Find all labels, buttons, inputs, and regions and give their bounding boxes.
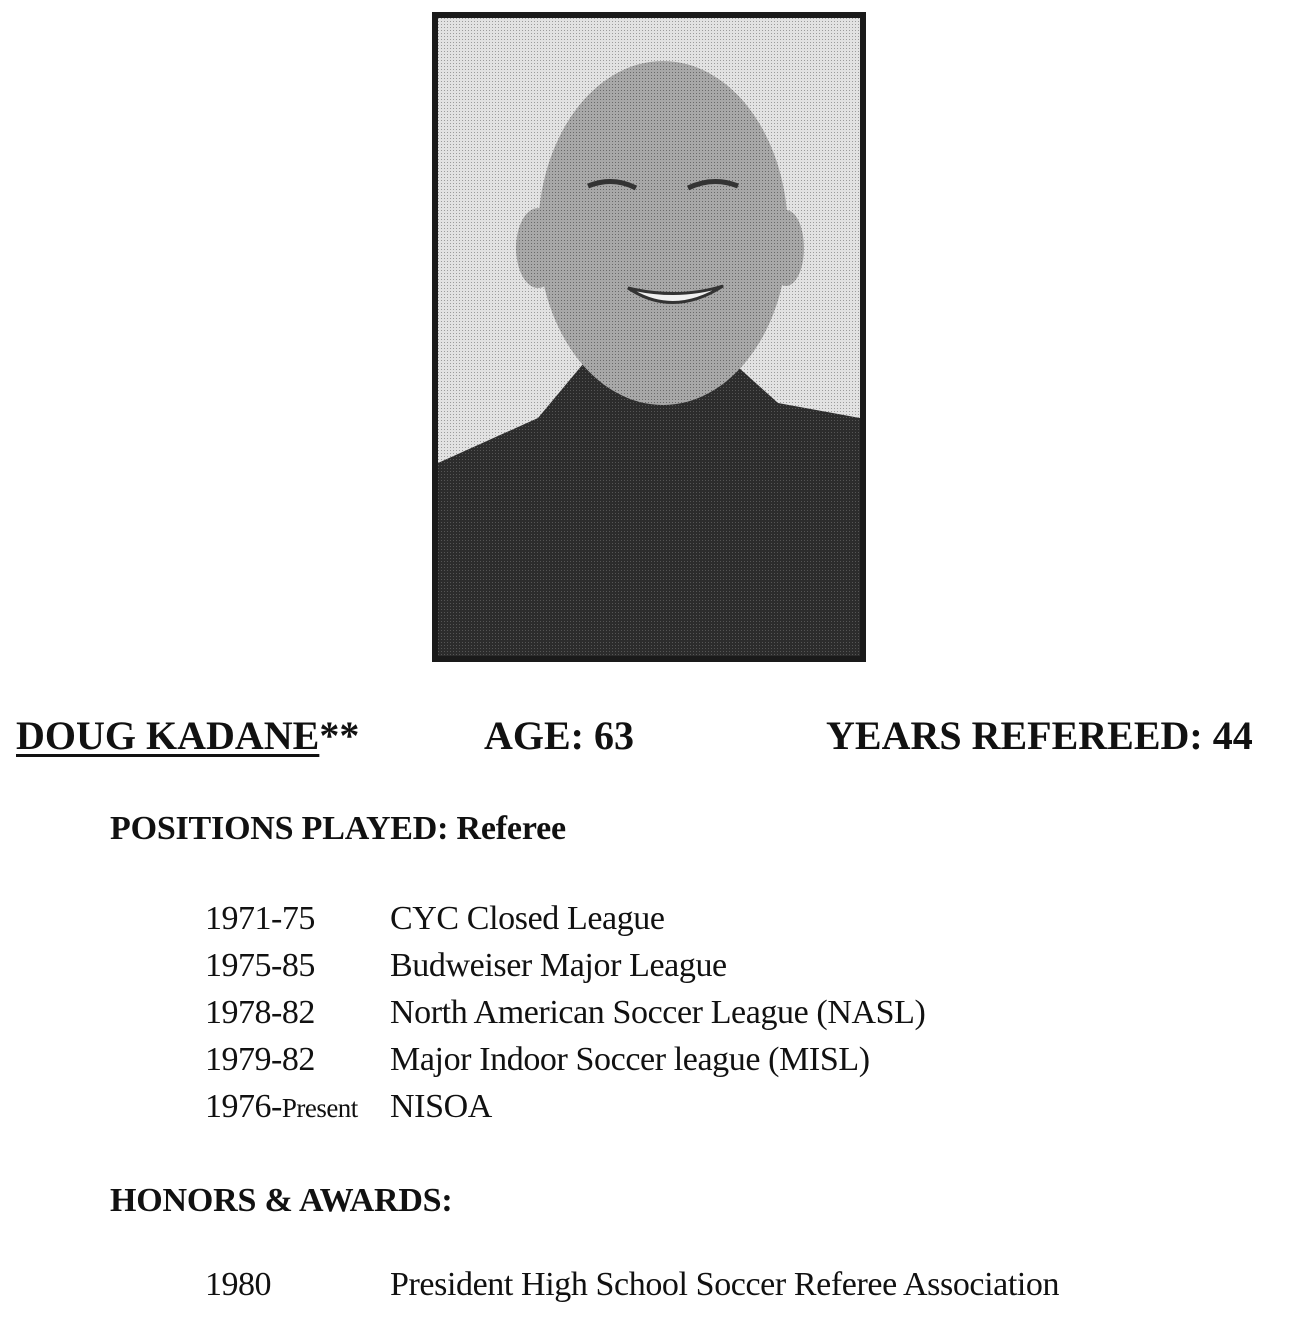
honors-awards-heading: HONORS & AWARDS: — [110, 1182, 453, 1219]
portrait-image — [438, 18, 860, 656]
entry-years: 1971-75 — [205, 900, 315, 937]
entry-years: 1976-Present — [205, 1088, 358, 1125]
entry-years: 1978-82 — [205, 994, 315, 1031]
entry-organization: President High School Soccer Referee Association — [390, 1266, 1060, 1303]
entry-organization: North American Soccer League (NASL) — [390, 994, 926, 1031]
entry-years: 1980 — [205, 1266, 271, 1303]
entry-years: 1975-85 — [205, 947, 315, 984]
entry-organization: Budweiser Major League — [390, 947, 727, 984]
years-refereed-label: YEARS REFEREED: 44 — [826, 713, 1253, 758]
person-name-text: DOUG KADANE — [16, 713, 320, 758]
profile-header — [0, 712, 1307, 762]
entry-organization: CYC Closed League — [390, 900, 665, 937]
entry-organization: Major Indoor Soccer league (MISL) — [390, 1041, 870, 1078]
entry-years: 1979-82 — [205, 1041, 315, 1078]
portrait-photo — [432, 12, 866, 662]
entry-organization: NISOA — [390, 1088, 492, 1125]
name-asterisks: ** — [319, 713, 360, 758]
age-label: AGE: 63 — [484, 713, 634, 758]
person-name — [16, 712, 359, 759]
positions-played-heading: POSITIONS PLAYED: Referee — [110, 810, 566, 847]
